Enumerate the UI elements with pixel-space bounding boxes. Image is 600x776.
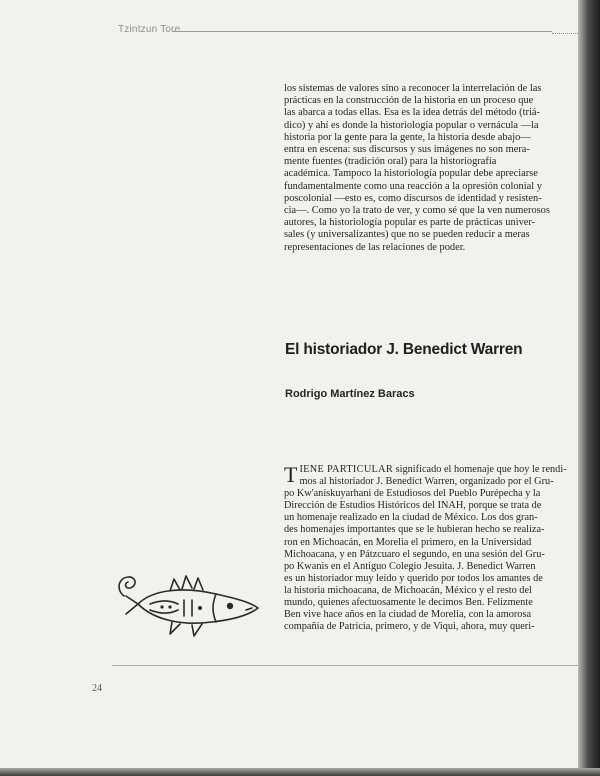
text-line: po Kwanis en el Antiguo Colegio Jesuita. J. Benedict Warren bbox=[284, 560, 536, 572]
text-line: mente fuentes (tradición oral) para la historiografía bbox=[284, 156, 497, 168]
text-line: Ben vive hace años en la ciudad de Morelia, con la amorosa bbox=[284, 609, 532, 621]
text-line: historia por la gente para la gente, la historia desde abajo— bbox=[284, 131, 531, 143]
text-line: la historia michoacana, de Michoacán, México y el resto del bbox=[284, 584, 532, 596]
small-caps-lead: IENE PARTICULAR bbox=[299, 464, 394, 475]
page-number: 24 bbox=[92, 683, 102, 694]
article-body bbox=[284, 464, 576, 633]
article-title: El historiador J. Benedict Warren bbox=[285, 341, 523, 358]
text-line: es un historiador muy leído y querido por todos los amantes de bbox=[284, 572, 543, 584]
text-line: un homenaje realizado en la ciudad de México. Los dos gran- bbox=[284, 512, 538, 524]
first-line-rest: significado el homenaje que hoy le rendi- bbox=[393, 464, 567, 475]
text-line: prácticas en la construcción de la historia en un proceso que bbox=[284, 95, 534, 107]
text-line: autores, la historiología popular es parte de prácticas univer- bbox=[284, 217, 536, 229]
footer-rule bbox=[112, 665, 578, 666]
text-line: cia—. Como yo la trato de ver, y como sé que la ven numerosos bbox=[284, 205, 550, 217]
text-line: poscolonial —esto es, como discursos de identidad y resisten- bbox=[284, 192, 542, 204]
text-line: académica. Tampoco la historiología popular debe apreciarse bbox=[284, 168, 538, 180]
scan-edge-right bbox=[578, 0, 600, 776]
text-line: entra en escena: sus discursos y sus imágenes no son mera- bbox=[284, 144, 530, 156]
running-head: Tzintzun Tore bbox=[118, 24, 181, 35]
header-rule bbox=[172, 31, 552, 32]
text-line: dico) y ahí es donde la historiología popular o vernácula —la bbox=[284, 119, 539, 131]
scan-edge-bottom bbox=[0, 768, 600, 776]
text-line: sales (y universalizantes) que no se pueden reducir a meras bbox=[284, 229, 530, 241]
text-line: mos al historiador J. Benedict Warren, organizado por el Gru- bbox=[299, 476, 554, 488]
text-line: fundamentalmente como una reacción a la opresión colonial y bbox=[284, 180, 542, 192]
text-line: des homenajes importantes que se le hubieran hecho se realiza- bbox=[284, 524, 545, 536]
text-line: representaciones de las relaciones de poder. bbox=[284, 241, 466, 253]
header-rule-dotted bbox=[552, 33, 578, 34]
text-line: los sistemas de valores sino a reconocer la interrelación de las bbox=[284, 83, 542, 94]
intro-paragraph bbox=[284, 83, 574, 254]
text-line: po Kw'anískuyarhani de Estudiosos del Pueblo Purépecha y la bbox=[284, 488, 541, 500]
text-line: las abarca a todas ellas. Esa es la idea detrás del método (triá- bbox=[284, 107, 540, 119]
text-line: Michoacana, y en Pátzcuaro el segundo, en una sesión del Gru- bbox=[284, 548, 545, 560]
text-line: ron en Michoacán, en Morelia el primero, en la Universidad bbox=[284, 536, 532, 548]
text-line: compañía de Patricia, primero, y de Viqui, ahora, muy queri- bbox=[284, 621, 535, 633]
text-line: mundo, quienes afectuosamente le decimos Ben. Felizmente bbox=[284, 597, 533, 609]
article-author: Rodrigo Martínez Baracs bbox=[285, 388, 415, 400]
text-line: Dirección de Estudios Históricos del INAH, porque se trata de bbox=[284, 500, 542, 512]
drop-cap: T bbox=[284, 462, 298, 487]
fish-glyph-illustration bbox=[112, 564, 262, 644]
